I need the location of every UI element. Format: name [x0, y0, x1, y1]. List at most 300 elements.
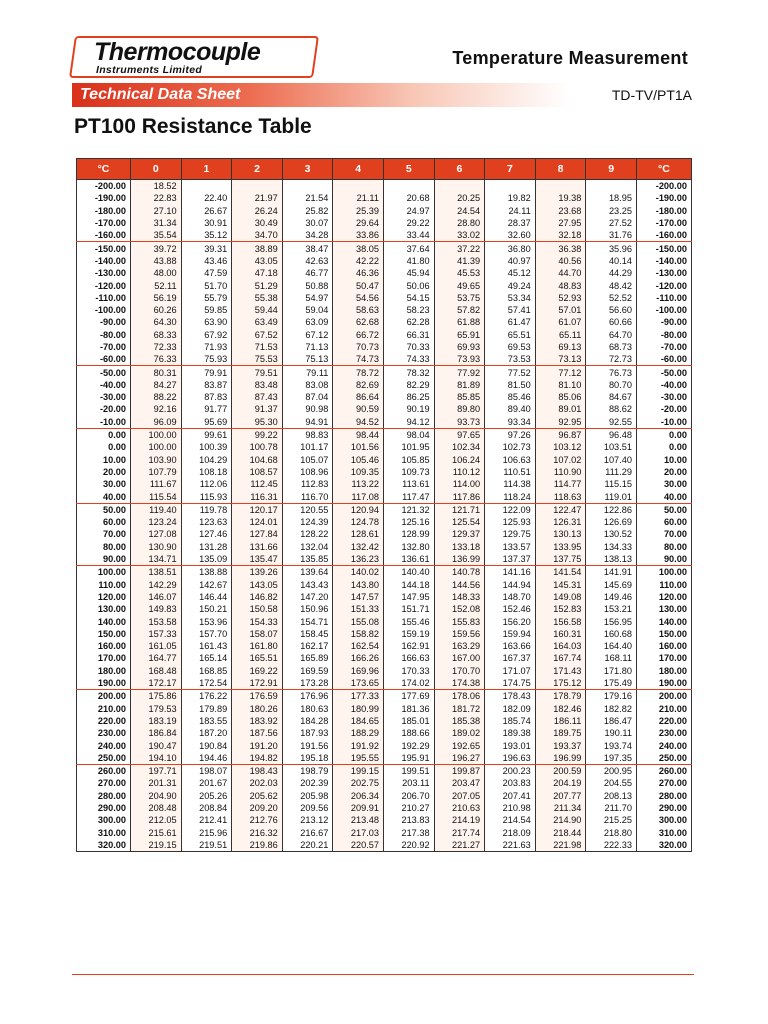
resistance-cell: 59.44: [232, 304, 283, 316]
resistance-cell: 28.80: [434, 217, 485, 229]
resistance-cell: 67.92: [181, 329, 232, 341]
resistance-cell: 194.10: [131, 752, 182, 765]
temperature-label: -50.00: [77, 366, 131, 379]
resistance-cell: 208.84: [181, 802, 232, 814]
resistance-cell: 73.53: [485, 353, 536, 366]
resistance-cell: 90.59: [333, 403, 384, 415]
banner: [72, 83, 694, 107]
resistance-cell: 181.36: [383, 702, 434, 714]
resistance-cell: 77.12: [535, 366, 586, 379]
resistance-cell: 210.63: [434, 802, 485, 814]
resistance-cell: 32.18: [535, 229, 586, 242]
resistance-cell: 65.51: [485, 329, 536, 341]
resistance-cell: 119.40: [131, 503, 182, 516]
resistance-cell: 187.56: [232, 727, 283, 739]
resistance-cell: 129.75: [485, 528, 536, 540]
resistance-cell: 100.78: [232, 441, 283, 453]
resistance-cell: 20.25: [434, 192, 485, 204]
temperature-label: 10.00: [77, 454, 131, 466]
table-row: [77, 267, 692, 279]
temperature-label: -80.00: [77, 329, 131, 341]
resistance-cell: 34.70: [232, 229, 283, 242]
temperature-label: -60.00: [636, 353, 691, 366]
resistance-cell: 73.93: [434, 353, 485, 366]
resistance-cell: 210.27: [383, 802, 434, 814]
resistance-cell: 166.63: [383, 652, 434, 664]
resistance-cell: 64.30: [131, 316, 182, 328]
resistance-cell: 221.98: [535, 839, 586, 852]
resistance-cell: 142.67: [181, 579, 232, 591]
resistance-cell: 200.59: [535, 764, 586, 777]
resistance-cell: 104.29: [181, 454, 232, 466]
temperature-label: -60.00: [77, 353, 131, 366]
resistance-cell: 165.89: [282, 652, 333, 664]
resistance-cell: 98.04: [383, 428, 434, 441]
resistance-cell: 95.30: [232, 416, 283, 429]
resistance-cell: 125.93: [485, 516, 536, 528]
temperature-label: 160.00: [77, 640, 131, 652]
resistance-cell: 136.23: [333, 553, 384, 566]
temperature-label: 170.00: [636, 652, 691, 664]
resistance-cell: 213.48: [333, 814, 384, 826]
resistance-cell: 40.56: [535, 255, 586, 267]
resistance-cell: 59.85: [181, 304, 232, 316]
resistance-cell: 96.48: [586, 428, 637, 441]
table-row: [77, 591, 692, 603]
temperature-label: -40.00: [77, 379, 131, 391]
resistance-cell: 134.71: [131, 553, 182, 566]
resistance-cell: 191.56: [282, 739, 333, 751]
resistance-cell: 100.00: [131, 428, 182, 441]
resistance-cell: 125.16: [383, 516, 434, 528]
resistance-cell: 110.90: [535, 466, 586, 478]
resistance-cell: 171.43: [535, 665, 586, 677]
resistance-cell: 220.57: [333, 839, 384, 852]
resistance-cell: 69.13: [535, 341, 586, 353]
resistance-cell: 105.46: [333, 454, 384, 466]
resistance-cell: 94.91: [282, 416, 333, 429]
temperature-label: 150.00: [77, 628, 131, 640]
resistance-cell: 61.88: [434, 316, 485, 328]
resistance-cell: 191.92: [333, 739, 384, 751]
resistance-cell: 38.05: [333, 242, 384, 255]
resistance-cell: 169.59: [282, 665, 333, 677]
resistance-cell: 62.28: [383, 316, 434, 328]
resistance-cell: 76.73: [586, 366, 637, 379]
resistance-cell: 120.55: [282, 503, 333, 516]
resistance-cell: 87.04: [282, 391, 333, 403]
table-row: [77, 229, 692, 242]
header-title: Temperature Measurement: [452, 48, 688, 68]
resistance-cell: [181, 180, 232, 193]
table-row: [77, 279, 692, 291]
resistance-cell: 60.66: [586, 316, 637, 328]
resistance-cell: 160.31: [535, 628, 586, 640]
temperature-label: 320.00: [636, 839, 691, 852]
resistance-cell: 144.18: [383, 579, 434, 591]
temperature-label: 0.00: [77, 441, 131, 453]
resistance-cell: 214.19: [434, 814, 485, 826]
resistance-cell: 154.71: [282, 615, 333, 627]
resistance-cell: 140.02: [333, 566, 384, 579]
resistance-cell: 219.51: [181, 839, 232, 852]
resistance-cell: 54.15: [383, 292, 434, 304]
resistance-cell: 166.26: [333, 652, 384, 664]
resistance-cell: 126.69: [586, 516, 637, 528]
temperature-label: -70.00: [636, 341, 691, 353]
resistance-cell: 211.70: [586, 802, 637, 814]
resistance-cell: 33.44: [383, 229, 434, 242]
resistance-cell: 73.13: [535, 353, 586, 366]
resistance-cell: 196.99: [535, 752, 586, 765]
temperature-label: -90.00: [77, 316, 131, 328]
temperature-label: 80.00: [77, 541, 131, 553]
resistance-cell: 172.17: [131, 677, 182, 690]
resistance-cell: 145.69: [586, 579, 637, 591]
temperature-label: 290.00: [636, 802, 691, 814]
table-row: [77, 702, 692, 714]
resistance-cell: 147.20: [282, 591, 333, 603]
temperature-label: 0.00: [636, 441, 691, 453]
resistance-cell: 199.51: [383, 764, 434, 777]
resistance-cell: 108.96: [282, 466, 333, 478]
resistance-cell: 50.47: [333, 279, 384, 291]
resistance-cell: 130.52: [586, 528, 637, 540]
table-row: [77, 205, 692, 217]
resistance-cell: 137.37: [485, 553, 536, 566]
resistance-cell: 213.83: [383, 814, 434, 826]
resistance-cell: 57.01: [535, 304, 586, 316]
temperature-label: 130.00: [636, 603, 691, 615]
resistance-cell: 24.54: [434, 205, 485, 217]
resistance-cell: 202.39: [282, 777, 333, 789]
resistance-cell: 221.27: [434, 839, 485, 852]
resistance-cell: 37.64: [383, 242, 434, 255]
temperature-label: 170.00: [77, 652, 131, 664]
resistance-cell: 170.33: [383, 665, 434, 677]
resistance-cell: 44.29: [586, 267, 637, 279]
resistance-cell: 177.33: [333, 690, 384, 703]
resistance-cell: [383, 180, 434, 193]
resistance-cell: 94.12: [383, 416, 434, 429]
resistance-cell: 171.07: [485, 665, 536, 677]
resistance-cell: 171.80: [586, 665, 637, 677]
brand-subtitle: Instruments Limited: [96, 64, 203, 76]
resistance-cell: 25.82: [282, 205, 333, 217]
table-row: [77, 615, 692, 627]
resistance-cell: 55.79: [181, 292, 232, 304]
resistance-cell: 216.32: [232, 826, 283, 838]
resistance-cell: 38.47: [282, 242, 333, 255]
resistance-cell: 186.11: [535, 715, 586, 727]
resistance-cell: 178.06: [434, 690, 485, 703]
resistance-cell: 75.53: [232, 353, 283, 366]
resistance-cell: 190.11: [586, 727, 637, 739]
resistance-cell: 97.65: [434, 428, 485, 441]
resistance-cell: 71.93: [181, 341, 232, 353]
temperature-label: -40.00: [636, 379, 691, 391]
resistance-cell: 58.23: [383, 304, 434, 316]
column-header: °C: [636, 159, 691, 180]
resistance-cell: 143.80: [333, 579, 384, 591]
temperature-label: -170.00: [77, 217, 131, 229]
resistance-cell: 96.87: [535, 428, 586, 441]
resistance-cell: 51.70: [181, 279, 232, 291]
resistance-cell: 20.68: [383, 192, 434, 204]
resistance-cell: 25.39: [333, 205, 384, 217]
resistance-cell: 177.69: [383, 690, 434, 703]
temperature-label: 230.00: [636, 727, 691, 739]
resistance-cell: 103.12: [535, 441, 586, 453]
resistance-cell: 22.83: [131, 192, 182, 204]
resistance-cell: 18.95: [586, 192, 637, 204]
resistance-cell: 152.46: [485, 603, 536, 615]
table-row: [77, 403, 692, 415]
resistance-cell: 202.03: [232, 777, 283, 789]
resistance-cell: 190.84: [181, 739, 232, 751]
resistance-cell: 53.34: [485, 292, 536, 304]
document-code: TD-TV/PT1A: [611, 87, 692, 103]
resistance-cell: 19.82: [485, 192, 536, 204]
resistance-cell: 130.13: [535, 528, 586, 540]
resistance-cell: 119.01: [586, 490, 637, 503]
resistance-cell: 65.11: [535, 329, 586, 341]
resistance-cell: 185.01: [383, 715, 434, 727]
temperature-label: 180.00: [77, 665, 131, 677]
resistance-cell: 71.13: [282, 341, 333, 353]
temperature-label: 210.00: [77, 702, 131, 714]
resistance-cell: 180.63: [282, 702, 333, 714]
resistance-cell: 91.77: [181, 403, 232, 415]
resistance-cell: 135.09: [181, 553, 232, 566]
temperature-label: 90.00: [77, 553, 131, 566]
temperature-label: 210.00: [636, 702, 691, 714]
temperature-label: -30.00: [77, 391, 131, 403]
resistance-cell: 88.22: [131, 391, 182, 403]
resistance-cell: 59.04: [282, 304, 333, 316]
resistance-cell: 123.63: [181, 516, 232, 528]
resistance-cell: 101.95: [383, 441, 434, 453]
resistance-cell: 199.87: [434, 764, 485, 777]
resistance-cell: 128.99: [383, 528, 434, 540]
resistance-cell: 102.73: [485, 441, 536, 453]
resistance-cell: 162.54: [333, 640, 384, 652]
temperature-label: 280.00: [77, 790, 131, 802]
resistance-cell: 176.59: [232, 690, 283, 703]
resistance-cell: 46.36: [333, 267, 384, 279]
resistance-cell: 114.77: [535, 478, 586, 490]
resistance-cell: 113.22: [333, 478, 384, 490]
resistance-cell: [333, 180, 384, 193]
table-row: [77, 826, 692, 838]
resistance-cell: 205.62: [232, 790, 283, 802]
resistance-cell: 139.64: [282, 566, 333, 579]
resistance-cell: 68.73: [586, 341, 637, 353]
resistance-cell: [535, 180, 586, 193]
resistance-cell: 200.23: [485, 764, 536, 777]
resistance-cell: 117.86: [434, 490, 485, 503]
resistance-cell: 127.84: [232, 528, 283, 540]
resistance-cell: 53.75: [434, 292, 485, 304]
temperature-label: 300.00: [77, 814, 131, 826]
resistance-cell: 31.34: [131, 217, 182, 229]
table-row: [77, 428, 692, 441]
resistance-cell: 90.98: [282, 403, 333, 415]
resistance-cell: 90.19: [383, 403, 434, 415]
resistance-cell: 115.15: [586, 478, 637, 490]
resistance-cell: 140.40: [383, 566, 434, 579]
temperature-label: 320.00: [77, 839, 131, 852]
temperature-label: -140.00: [636, 255, 691, 267]
resistance-cell: 87.83: [181, 391, 232, 403]
resistance-cell: 24.11: [485, 205, 536, 217]
resistance-cell: 113.61: [383, 478, 434, 490]
temperature-label: 40.00: [636, 490, 691, 503]
resistance-cell: 198.43: [232, 764, 283, 777]
resistance-cell: 220.21: [282, 839, 333, 852]
resistance-cell: 61.47: [485, 316, 536, 328]
resistance-cell: 216.67: [282, 826, 333, 838]
resistance-cell: 155.08: [333, 615, 384, 627]
temperature-label: -80.00: [636, 329, 691, 341]
resistance-cell: 114.00: [434, 478, 485, 490]
resistance-cell: 145.31: [535, 579, 586, 591]
resistance-cell: 154.33: [232, 615, 283, 627]
resistance-cell: 18.52: [131, 180, 182, 193]
resistance-cell: 203.11: [383, 777, 434, 789]
resistance-cell: 81.50: [485, 379, 536, 391]
resistance-cell: 143.43: [282, 579, 333, 591]
table-row: [77, 764, 692, 777]
resistance-cell: 188.29: [333, 727, 384, 739]
resistance-cell: 80.70: [586, 379, 637, 391]
resistance-cell: 214.54: [485, 814, 536, 826]
resistance-cell: 156.58: [535, 615, 586, 627]
resistance-cell: 217.38: [383, 826, 434, 838]
resistance-cell: 45.12: [485, 267, 536, 279]
resistance-cell: 122.47: [535, 503, 586, 516]
resistance-cell: 70.33: [383, 341, 434, 353]
resistance-cell: 77.52: [485, 366, 536, 379]
resistance-cell: 54.97: [282, 292, 333, 304]
resistance-cell: 110.51: [485, 466, 536, 478]
resistance-cell: 49.24: [485, 279, 536, 291]
resistance-cell: 63.09: [282, 316, 333, 328]
resistance-cell: 144.94: [485, 579, 536, 591]
resistance-cell: 215.25: [586, 814, 637, 826]
temperature-label: -180.00: [636, 205, 691, 217]
resistance-cell: 128.61: [333, 528, 384, 540]
resistance-cell: 130.90: [131, 541, 182, 553]
resistance-cell: 207.41: [485, 790, 536, 802]
resistance-cell: 81.89: [434, 379, 485, 391]
temperature-label: 20.00: [636, 466, 691, 478]
resistance-cell: 136.99: [434, 553, 485, 566]
resistance-cell: 124.39: [282, 516, 333, 528]
table-row: [77, 640, 692, 652]
resistance-cell: 86.64: [333, 391, 384, 403]
resistance-cell: 52.11: [131, 279, 182, 291]
resistance-cell: 72.73: [586, 353, 637, 366]
temperature-label: 110.00: [77, 579, 131, 591]
resistance-cell: 106.63: [485, 454, 536, 466]
resistance-cell: 29.64: [333, 217, 384, 229]
banner-title: Technical Data Sheet: [80, 86, 241, 103]
resistance-cell: 112.45: [232, 478, 283, 490]
table-row: [77, 528, 692, 540]
temperature-label: 280.00: [636, 790, 691, 802]
resistance-cell: 213.12: [282, 814, 333, 826]
resistance-cell: 85.46: [485, 391, 536, 403]
resistance-cell: 161.05: [131, 640, 182, 652]
resistance-cell: 112.83: [282, 478, 333, 490]
resistance-cell: 83.08: [282, 379, 333, 391]
temperature-label: -200.00: [77, 180, 131, 193]
temperature-label: 20.00: [77, 466, 131, 478]
brand-name: Thermocouple: [94, 38, 261, 66]
resistance-cell: 208.48: [131, 802, 182, 814]
resistance-cell: 206.70: [383, 790, 434, 802]
table-row: [77, 628, 692, 640]
table-row: [77, 541, 692, 553]
resistance-cell: 96.09: [131, 416, 182, 429]
resistance-cell: 89.01: [535, 403, 586, 415]
resistance-cell: 161.80: [232, 640, 283, 652]
resistance-cell: 201.31: [131, 777, 182, 789]
temperature-label: 260.00: [77, 764, 131, 777]
resistance-cell: 185.38: [434, 715, 485, 727]
temperature-label: 180.00: [636, 665, 691, 677]
temperature-label: 130.00: [77, 603, 131, 615]
resistance-cell: 89.80: [434, 403, 485, 415]
table-row: [77, 466, 692, 478]
resistance-cell: 99.22: [232, 428, 283, 441]
resistance-cell: 50.06: [383, 279, 434, 291]
resistance-cell: 193.37: [535, 739, 586, 751]
temperature-label: -140.00: [77, 255, 131, 267]
resistance-cell: 184.65: [333, 715, 384, 727]
resistance-cell: 38.89: [232, 242, 283, 255]
table-row: [77, 329, 692, 341]
resistance-cell: 127.08: [131, 528, 182, 540]
resistance-cell: 209.91: [333, 802, 384, 814]
resistance-cell: 123.24: [131, 516, 182, 528]
resistance-cell: 109.35: [333, 466, 384, 478]
resistance-cell: 47.18: [232, 267, 283, 279]
resistance-cell: 23.68: [535, 205, 586, 217]
resistance-cell: 98.44: [333, 428, 384, 441]
column-header: °C: [77, 159, 131, 180]
resistance-cell: 178.43: [485, 690, 536, 703]
resistance-cell: 174.02: [383, 677, 434, 690]
resistance-cell: 132.42: [333, 541, 384, 553]
resistance-cell: 147.57: [333, 591, 384, 603]
column-header: 5: [383, 159, 434, 180]
resistance-cell: 105.07: [282, 454, 333, 466]
resistance-cell: 63.90: [181, 316, 232, 328]
resistance-cell: 206.34: [333, 790, 384, 802]
resistance-cell: 205.26: [181, 790, 232, 802]
resistance-cell: 94.52: [333, 416, 384, 429]
resistance-cell: 184.28: [282, 715, 333, 727]
resistance-cell: 200.95: [586, 764, 637, 777]
resistance-cell: 69.53: [485, 341, 536, 353]
resistance-cell: 75.93: [181, 353, 232, 366]
column-header: 1: [181, 159, 232, 180]
temperature-label: -10.00: [77, 416, 131, 429]
resistance-cell: 83.87: [181, 379, 232, 391]
temperature-label: 80.00: [636, 541, 691, 553]
